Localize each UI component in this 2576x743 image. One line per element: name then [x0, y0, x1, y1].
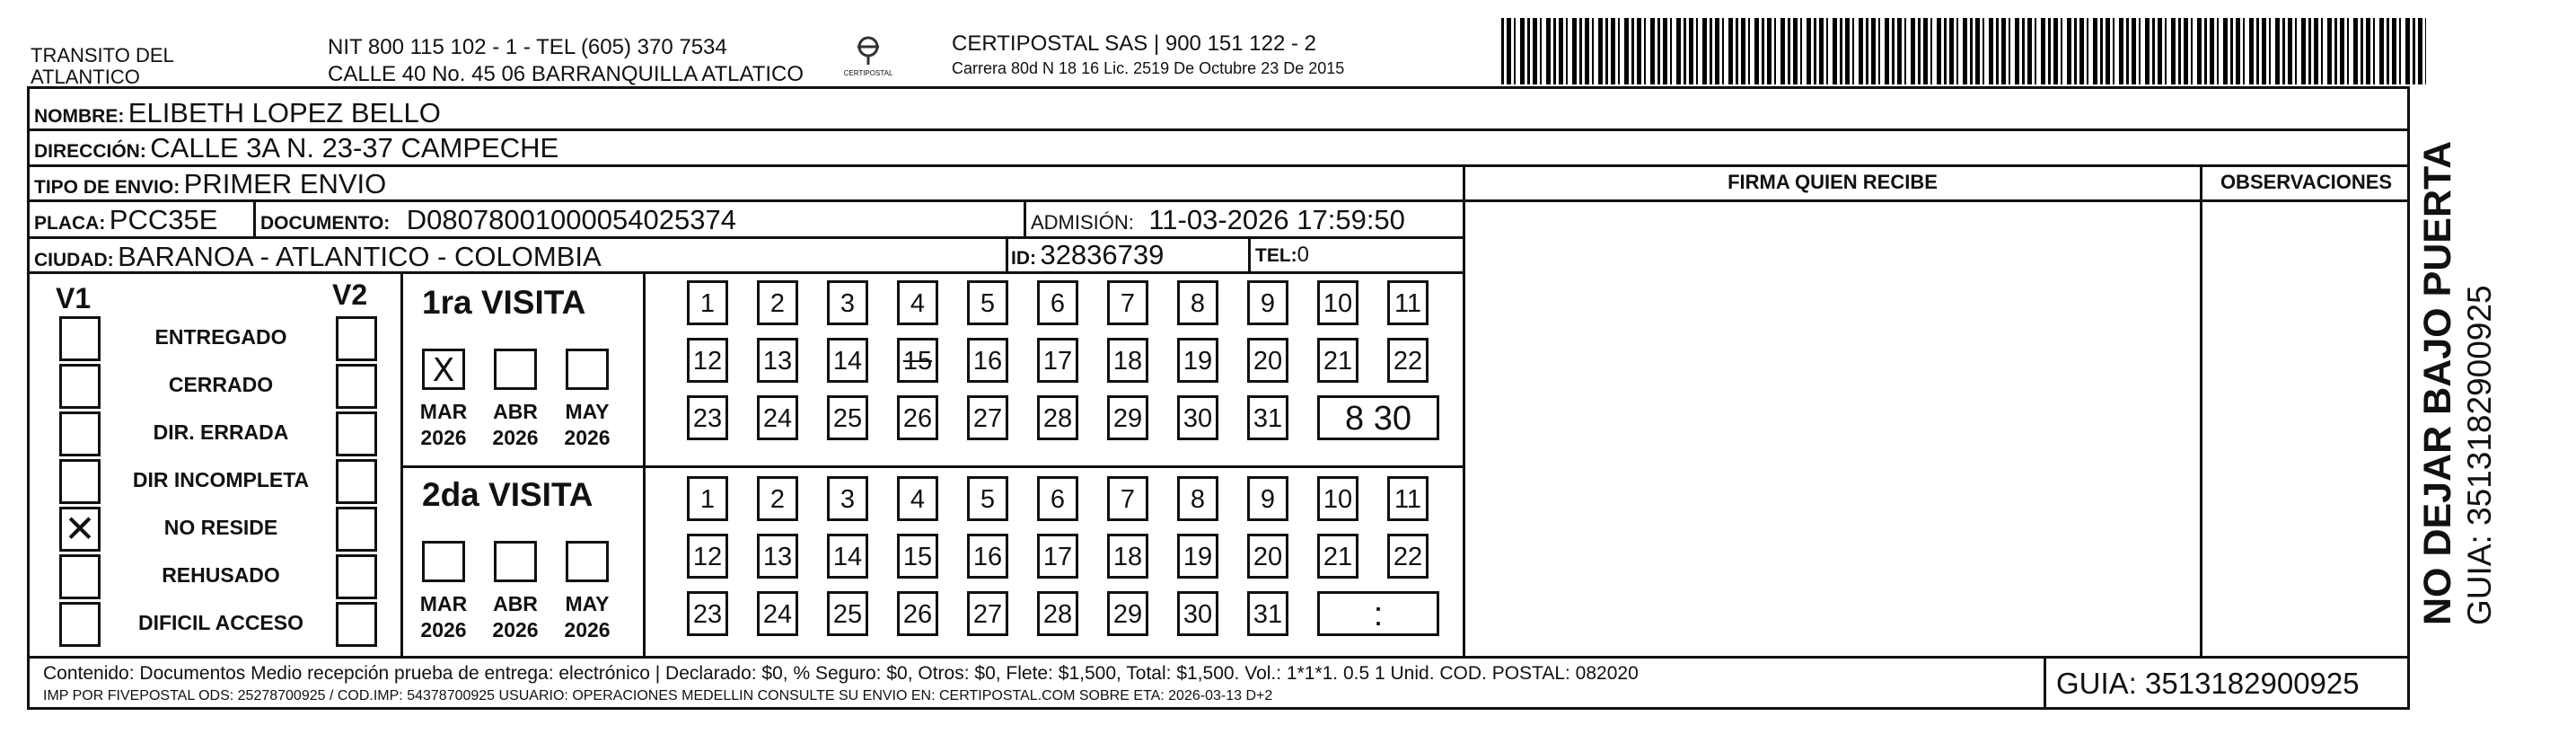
ciudad-label: CIUDAD:: [34, 250, 114, 270]
day-box[interactable]: 5: [967, 476, 1008, 521]
day-box[interactable]: 11: [1387, 476, 1429, 521]
v2-checkbox[interactable]: [336, 411, 377, 456]
day-box[interactable]: 3: [827, 476, 868, 521]
day-box[interactable]: 25: [827, 591, 868, 636]
month-name: MAR: [419, 592, 468, 615]
day-box[interactable]: 13: [757, 534, 798, 579]
month-mark: X: [432, 352, 455, 389]
logo-icon: [850, 32, 886, 68]
status-label: NO RESIDE: [163, 516, 278, 539]
direccion-value: CALLE 3A N. 23-37 CAMPECHE: [150, 132, 559, 164]
month-name: MAY: [565, 400, 610, 423]
status-label: DIFICIL ACCESO: [137, 611, 303, 634]
day-box[interactable]: 21: [1317, 534, 1358, 579]
day-box[interactable]: 10: [1317, 476, 1358, 521]
v1-checkbox[interactable]: [59, 507, 101, 552]
visit1-title: 1ra VISITA: [422, 284, 586, 321]
v1-checkbox[interactable]: [59, 459, 101, 504]
day-box[interactable]: 15: [897, 338, 938, 383]
v2-checkbox[interactable]: [336, 316, 377, 361]
day-box[interactable]: 8: [1177, 476, 1218, 521]
id-label: ID:: [1011, 248, 1036, 269]
courier-info: [952, 31, 1344, 79]
footer-imp: IMP POR FIVEPOSTAL ODS: 25278700925 / COD.IMP: 54378700925 USUARIO: OPERACIONES MEDELLIN CONSULTE SU ENVIO EN: CERTIPOSTAL.COM SOBRE ETA: 2026-03-13 D+2: [43, 688, 1273, 703]
month-checkbox[interactable]: [494, 541, 537, 582]
courier-line1: CERTIPOSTAL SAS | 900 151 122 - 2: [952, 31, 1316, 56]
month-checkbox[interactable]: [422, 541, 465, 582]
nit-line: NIT 800 115 102 - 1 - TEL (605) 370 7534: [328, 35, 727, 59]
status-label: REHUSADO: [162, 563, 280, 587]
day-box[interactable]: 3: [827, 280, 868, 325]
rule: [27, 656, 2410, 659]
courier-line2: Carrera 80d N 18 16 Lic. 2519 De Octubre 23 De 2015: [952, 59, 1345, 77]
month-name: MAY: [565, 592, 610, 615]
firma-header: FIRMA QUIEN RECIBE: [1728, 171, 1938, 193]
visit2-title: 2da VISITA: [422, 476, 593, 513]
day-box[interactable]: 12: [687, 534, 728, 579]
day-box[interactable]: 20: [1247, 338, 1288, 383]
ciudad-value: BARANOA - ATLANTICO - COLOMBIA: [118, 241, 602, 272]
month-checkbox[interactable]: [422, 349, 465, 390]
v2-checkbox[interactable]: [336, 554, 377, 599]
month-year: 2026: [564, 618, 611, 641]
day-box[interactable]: 2: [757, 476, 798, 521]
documento-value: D08078001000054025374: [406, 204, 736, 235]
day-box[interactable]: 13: [757, 338, 798, 383]
day-box[interactable]: 6: [1037, 476, 1078, 521]
day-box[interactable]: 18: [1107, 338, 1148, 383]
rule: [643, 271, 646, 656]
day-box[interactable]: 11: [1387, 280, 1429, 325]
day-box[interactable]: 28: [1037, 395, 1078, 440]
day-box[interactable]: 25: [827, 395, 868, 440]
month-year: 2026: [564, 426, 611, 449]
documento-row: [260, 204, 736, 236]
status-label: DIR. ERRADA: [153, 420, 289, 444]
month-year: 2026: [492, 618, 539, 641]
admision-label: ADMISIÓN:: [1031, 211, 1134, 234]
day-box[interactable]: 1: [687, 476, 728, 521]
day-box[interactable]: 24: [757, 591, 798, 636]
check-mark-icon: ✕: [64, 507, 96, 551]
certipostal-logo: [837, 32, 900, 77]
month-label: [412, 399, 475, 451]
v2-checkbox[interactable]: [336, 507, 377, 552]
time-box[interactable]: :: [1317, 591, 1439, 636]
day-box[interactable]: 29: [1107, 591, 1148, 636]
day-box[interactable]: 23: [687, 591, 728, 636]
day-box[interactable]: 26: [897, 591, 938, 636]
status-label: DIR INCOMPLETA: [132, 468, 310, 491]
day-box[interactable]: 27: [967, 395, 1008, 440]
day-box[interactable]: 23: [687, 395, 728, 440]
day-box[interactable]: 17: [1037, 534, 1078, 579]
day-box[interactable]: 16: [967, 534, 1008, 579]
sender-info: [328, 34, 804, 88]
day-box[interactable]: 10: [1317, 280, 1358, 325]
day-box[interactable]: 21: [1317, 338, 1358, 383]
side-title: NO DEJAR BAJO PUERTA: [2416, 140, 2459, 625]
day-box[interactable]: 5: [967, 280, 1008, 325]
day-box[interactable]: 2: [757, 280, 798, 325]
day-box[interactable]: 9: [1247, 476, 1288, 521]
day-box[interactable]: 19: [1177, 338, 1218, 383]
day-box[interactable]: 30: [1177, 591, 1218, 636]
day-box[interactable]: 17: [1037, 338, 1078, 383]
rule: [400, 271, 403, 656]
time-box[interactable]: 8 30: [1317, 395, 1439, 440]
direccion-label: DIRECCIÓN:: [34, 141, 146, 162]
barcode: [1501, 18, 2426, 84]
day-box[interactable]: 8: [1177, 280, 1218, 325]
v2-checkbox[interactable]: [336, 459, 377, 504]
month-name: ABR: [493, 592, 538, 615]
month-checkbox[interactable]: [566, 541, 609, 582]
tel-value: 0: [1297, 243, 1310, 267]
v1-checkbox[interactable]: [59, 602, 101, 647]
day-box[interactable]: 31: [1247, 395, 1288, 440]
day-box[interactable]: 29: [1107, 395, 1148, 440]
rule: [2200, 164, 2202, 656]
nombre-value: ELIBETH LOPEZ BELLO: [127, 97, 441, 128]
month-label: [556, 591, 619, 643]
day-box[interactable]: 9: [1247, 280, 1288, 325]
day-box[interactable]: 4: [897, 476, 938, 521]
rule: [1006, 236, 1008, 271]
day-box[interactable]: 14: [827, 534, 868, 579]
day-box[interactable]: 18: [1107, 534, 1148, 579]
tipo-label: TIPO DE ENVIO:: [34, 177, 180, 198]
ciudad-row: [34, 241, 602, 273]
day-box[interactable]: 27: [967, 591, 1008, 636]
rule: [1463, 164, 1465, 656]
address-line: CALLE 40 No. 45 06 BARRANQUILLA ATLATICO: [328, 62, 804, 86]
month-name: MAR: [419, 400, 468, 423]
rule: [1248, 236, 1251, 271]
month-label: [556, 399, 619, 451]
footer-contenido: Contenido: Documentos Medio recepción prueba de entrega: electrónico | Declarado: $0, % Seguro: $0, Otros: $0, Flete: $1,500, Total: $1,500. Vol.: 1*1*1. 0.5 1 Unid. COD. POSTAL: 082020: [43, 663, 1639, 684]
sender-name: [31, 45, 174, 88]
month-label: [484, 399, 547, 451]
footer-guia: GUIA: 3513182900925: [2056, 667, 2360, 700]
direccion-row: [34, 132, 558, 164]
day-box[interactable]: 26: [897, 395, 938, 440]
v1-checkbox[interactable]: [59, 364, 101, 409]
day-box[interactable]: 31: [1247, 591, 1288, 636]
documento-label: DOCUMENTO:: [260, 213, 391, 234]
status-label: ENTREGADO: [154, 325, 287, 349]
day-box[interactable]: 14: [827, 338, 868, 383]
rule: [400, 465, 1465, 468]
day-box[interactable]: 4: [897, 280, 938, 325]
day-box[interactable]: 15: [897, 534, 938, 579]
id-row: [1011, 239, 1164, 271]
nombre-label: NOMBRE:: [34, 106, 125, 127]
nombre-row: [34, 97, 441, 129]
v1-label: V1: [56, 282, 92, 314]
month-checkbox[interactable]: [494, 349, 537, 390]
day-box[interactable]: 6: [1037, 280, 1078, 325]
day-box[interactable]: 7: [1107, 280, 1148, 325]
placa-label: PLACA:: [34, 213, 106, 234]
v1-checkbox[interactable]: [59, 554, 101, 599]
admision-row: [1031, 204, 1405, 236]
day-box[interactable]: 20: [1247, 534, 1288, 579]
sender-name-line2: ATLANTICO: [31, 66, 140, 88]
placa-row: [34, 204, 217, 236]
day-box[interactable]: 19: [1177, 534, 1218, 579]
tel-row: [1255, 243, 1309, 268]
rule: [27, 164, 2410, 167]
day-box[interactable]: 22: [1387, 338, 1429, 383]
tel-label: TEL:: [1255, 245, 1297, 266]
v2-checkbox[interactable]: [336, 602, 377, 647]
v1-checkbox[interactable]: [59, 411, 101, 456]
month-label: [412, 591, 475, 643]
day-box[interactable]: 22: [1387, 534, 1429, 579]
tipo-value: PRIMER ENVIO: [183, 168, 387, 199]
side-guia: GUIA: 3513182900925: [2461, 285, 2498, 625]
logo-text: CERTIPOSTAL: [843, 69, 893, 77]
side-notice: [2415, 141, 2500, 625]
v2-checkbox[interactable]: [336, 364, 377, 409]
placa-value: PCC35E: [109, 204, 218, 235]
observaciones-header: OBSERVACIONES: [2220, 171, 2393, 193]
day-box[interactable]: 28: [1037, 591, 1078, 636]
day-box[interactable]: 24: [757, 395, 798, 440]
month-year: 2026: [492, 426, 539, 449]
v1-checkbox[interactable]: [59, 316, 101, 361]
day-box[interactable]: 1: [687, 280, 728, 325]
day-box[interactable]: 16: [967, 338, 1008, 383]
rule: [2044, 656, 2046, 710]
id-value: 32836739: [1040, 239, 1165, 270]
month-checkbox[interactable]: [566, 349, 609, 390]
rule: [1024, 199, 1026, 236]
day-box[interactable]: 7: [1107, 476, 1148, 521]
month-name: ABR: [493, 400, 538, 423]
month-year: 2026: [420, 426, 467, 449]
admision-value: 11-03-2026 17:59:50: [1148, 204, 1405, 235]
month-year: 2026: [420, 618, 467, 641]
rule: [253, 199, 256, 236]
status-label: CERRADO: [168, 373, 274, 396]
tipo-row: [34, 168, 386, 200]
day-box[interactable]: 12: [687, 338, 728, 383]
sender-name-line1: TRANSITO DEL: [31, 44, 174, 66]
month-label: [484, 591, 547, 643]
v2-label: V2: [332, 279, 368, 311]
day-box[interactable]: 30: [1177, 395, 1218, 440]
